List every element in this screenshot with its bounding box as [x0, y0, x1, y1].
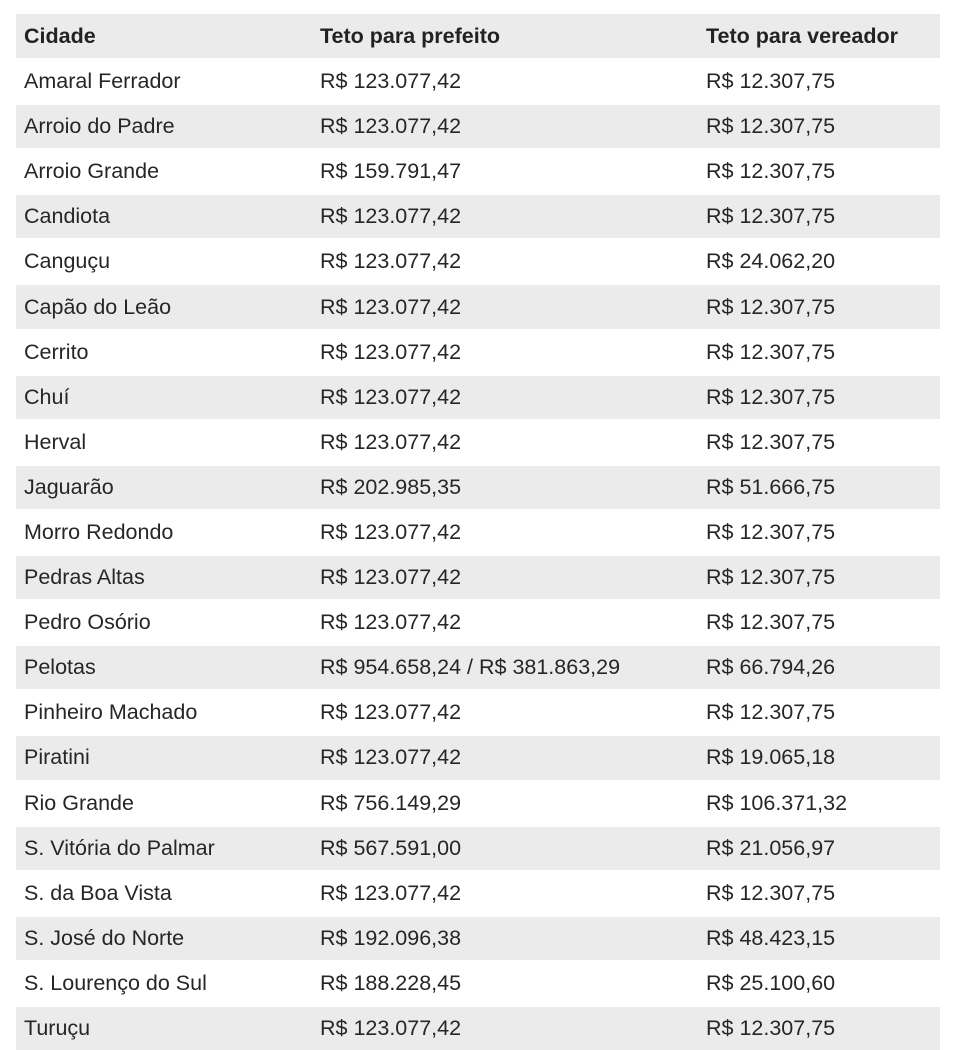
- header-city: Cidade: [16, 14, 312, 59]
- table-row: [16, 420, 940, 465]
- city-cell: Chuí: [16, 375, 312, 420]
- city-cell: S. Lourenço do Sul: [16, 961, 312, 1006]
- header-row: [16, 14, 940, 59]
- councilor-cap-cell: R$ 51.666,75: [698, 465, 940, 510]
- mayor-cap-cell: R$ 123.077,42: [312, 59, 698, 104]
- table-body: [16, 59, 940, 1050]
- councilor-cap-cell: R$ 12.307,75: [698, 104, 940, 149]
- table-row: [16, 149, 940, 194]
- city-cell: Piratini: [16, 735, 312, 780]
- table-row: [16, 465, 940, 510]
- header-mayor-cap: Teto para prefeito: [312, 14, 698, 59]
- salary-cap-table: [16, 14, 940, 1050]
- councilor-cap-cell: R$ 106.371,32: [698, 781, 940, 826]
- city-cell: Turuçu: [16, 1006, 312, 1050]
- city-cell: S. da Boa Vista: [16, 871, 312, 916]
- table-row: [16, 1006, 940, 1050]
- table-row: [16, 194, 940, 239]
- mayor-cap-cell: R$ 756.149,29: [312, 781, 698, 826]
- mayor-cap-cell: R$ 123.077,42: [312, 375, 698, 420]
- councilor-cap-cell: R$ 12.307,75: [698, 59, 940, 104]
- header-councilor-cap: Teto para vereador: [698, 14, 940, 59]
- table-row: [16, 600, 940, 645]
- councilor-cap-cell: R$ 24.062,20: [698, 239, 940, 284]
- mayor-cap-cell: R$ 123.077,42: [312, 871, 698, 916]
- councilor-cap-cell: R$ 12.307,75: [698, 149, 940, 194]
- city-cell: Morro Redondo: [16, 510, 312, 555]
- mayor-cap-cell: R$ 123.077,42: [312, 104, 698, 149]
- table-row: [16, 555, 940, 600]
- mayor-cap-cell: R$ 123.077,42: [312, 239, 698, 284]
- city-cell: Cerrito: [16, 330, 312, 375]
- table-row: [16, 781, 940, 826]
- councilor-cap-cell: R$ 12.307,75: [698, 284, 940, 329]
- table-row: [16, 690, 940, 735]
- mayor-cap-cell: R$ 123.077,42: [312, 735, 698, 780]
- councilor-cap-cell: R$ 19.065,18: [698, 735, 940, 780]
- mayor-cap-cell: R$ 159.791,47: [312, 149, 698, 194]
- table-row: [16, 961, 940, 1006]
- councilor-cap-cell: R$ 12.307,75: [698, 555, 940, 600]
- councilor-cap-cell: R$ 12.307,75: [698, 510, 940, 555]
- mayor-cap-cell: R$ 567.591,00: [312, 826, 698, 871]
- mayor-cap-cell: R$ 202.985,35: [312, 465, 698, 510]
- table-row: [16, 375, 940, 420]
- councilor-cap-cell: R$ 12.307,75: [698, 330, 940, 375]
- salary-cap-table-container: [16, 14, 940, 1050]
- mayor-cap-cell: R$ 123.077,42: [312, 330, 698, 375]
- city-cell: Amaral Ferrador: [16, 59, 312, 104]
- city-cell: Pedro Osório: [16, 600, 312, 645]
- mayor-cap-cell: R$ 123.077,42: [312, 690, 698, 735]
- table-row: [16, 645, 940, 690]
- city-cell: Herval: [16, 420, 312, 465]
- table-row: [16, 104, 940, 149]
- mayor-cap-cell: R$ 123.077,42: [312, 555, 698, 600]
- city-cell: Arroio do Padre: [16, 104, 312, 149]
- councilor-cap-cell: R$ 12.307,75: [698, 690, 940, 735]
- table-row: [16, 284, 940, 329]
- city-cell: Pinheiro Machado: [16, 690, 312, 735]
- mayor-cap-cell: R$ 123.077,42: [312, 1006, 698, 1050]
- city-cell: S. Vitória do Palmar: [16, 826, 312, 871]
- mayor-cap-cell: R$ 123.077,42: [312, 284, 698, 329]
- councilor-cap-cell: R$ 66.794,26: [698, 645, 940, 690]
- councilor-cap-cell: R$ 12.307,75: [698, 1006, 940, 1050]
- city-cell: Arroio Grande: [16, 149, 312, 194]
- mayor-cap-cell: R$ 192.096,38: [312, 916, 698, 961]
- councilor-cap-cell: R$ 12.307,75: [698, 871, 940, 916]
- city-cell: Candiota: [16, 194, 312, 239]
- table-row: [16, 239, 940, 284]
- councilor-cap-cell: R$ 12.307,75: [698, 375, 940, 420]
- table-row: [16, 735, 940, 780]
- councilor-cap-cell: R$ 21.056,97: [698, 826, 940, 871]
- table-header: [16, 14, 940, 59]
- city-cell: Capão do Leão: [16, 284, 312, 329]
- table-row: [16, 871, 940, 916]
- table-row: [16, 916, 940, 961]
- mayor-cap-cell: R$ 954.658,24 / R$ 381.863,29: [312, 645, 698, 690]
- city-cell: Canguçu: [16, 239, 312, 284]
- table-row: [16, 59, 940, 104]
- mayor-cap-cell: R$ 123.077,42: [312, 600, 698, 645]
- city-cell: Pedras Altas: [16, 555, 312, 600]
- mayor-cap-cell: R$ 123.077,42: [312, 510, 698, 555]
- councilor-cap-cell: R$ 12.307,75: [698, 420, 940, 465]
- city-cell: Rio Grande: [16, 781, 312, 826]
- councilor-cap-cell: R$ 48.423,15: [698, 916, 940, 961]
- councilor-cap-cell: R$ 25.100,60: [698, 961, 940, 1006]
- councilor-cap-cell: R$ 12.307,75: [698, 600, 940, 645]
- city-cell: S. José do Norte: [16, 916, 312, 961]
- mayor-cap-cell: R$ 123.077,42: [312, 420, 698, 465]
- table-row: [16, 330, 940, 375]
- city-cell: Jaguarão: [16, 465, 312, 510]
- table-row: [16, 510, 940, 555]
- city-cell: Pelotas: [16, 645, 312, 690]
- mayor-cap-cell: R$ 188.228,45: [312, 961, 698, 1006]
- councilor-cap-cell: R$ 12.307,75: [698, 194, 940, 239]
- table-row: [16, 826, 940, 871]
- mayor-cap-cell: R$ 123.077,42: [312, 194, 698, 239]
